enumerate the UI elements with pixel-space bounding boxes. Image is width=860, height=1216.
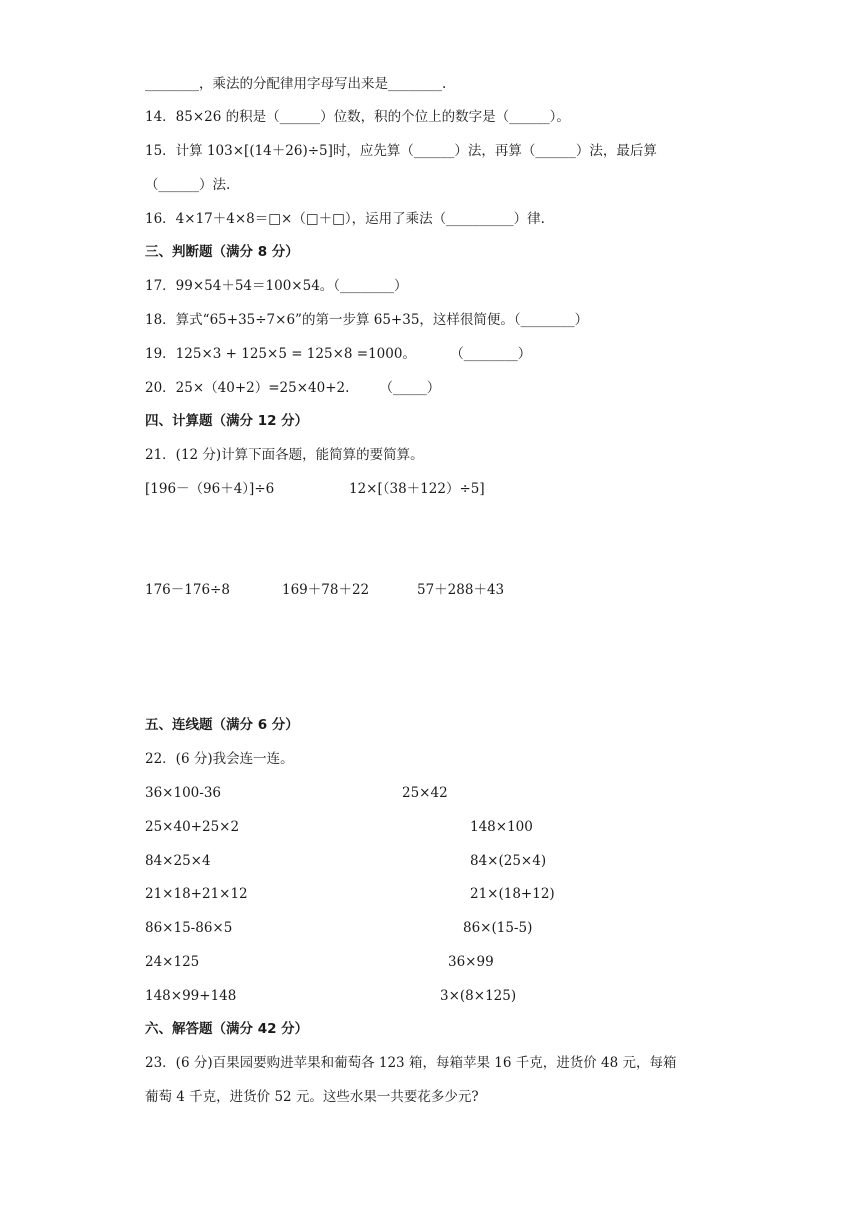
question-23-line-2: 葡萄 4 千克，进货价 52 元。这些水果一共要花多少元? [145,1089,479,1105]
match-right-item: 84×(25×4) [470,853,547,869]
match-right-item: 25×42 [402,785,448,801]
question-15-line-1: 15．计算 103×[(14＋26)÷5]时，应先算（______）法，再算（______）法，最后算 [145,143,657,159]
match-left-item: 21×18+21×12 [145,886,248,902]
match-right-item: 148×100 [470,819,533,835]
calc-expression: 57＋288＋43 [417,582,505,598]
question-21: 21．(12 分)计算下面各题，能简算的要简算。 [145,447,424,463]
calc-expression: 12×[（38＋122）÷5] [349,481,485,497]
calc-expression: 169＋78＋22 [282,582,370,598]
calc-expression: [196－（96＋4）]÷6 [145,481,275,497]
question-13-continuation: ________，乘法的分配律用字母写出来是________. [145,76,447,92]
match-right-item: 86×(15-5) [463,920,533,936]
question-14: 14．85×26 的积是（______）位数，积的个位上的数字是（______）。 [145,109,570,125]
section-heading-word-problems: 六、解答题（满分 42 分） [145,1021,309,1037]
question-16: 16．4×17＋4×8＝□×（□＋□），运用了乘法（__________）律. [145,211,545,227]
question-19: 19．125×3 + 125×5 = 125×8 =1000。 （________） [145,346,532,362]
question-18: 18．算式“65+35÷7×6”的第一步算 65+35，这样很简便。（________） [145,312,589,328]
match-left-item: 24×125 [145,954,200,970]
match-right-item: 36×99 [448,954,494,970]
question-22: 22．(6 分)我会连一连。 [145,751,294,767]
match-left-item: 86×15-86×5 [145,920,233,936]
section-heading-judgment: 三、判断题（满分 8 分） [145,244,299,260]
match-right-item: 21×(18+12) [470,886,555,902]
question-17: 17．99×54＋54＝100×54。（________） [145,278,408,294]
calc-expression: 176－176÷8 [145,582,230,598]
question-23-line-1: 23．(6 分)百果园要购进苹果和葡萄各 123 箱，每箱苹果 16 千克，进货价 48 元，每箱 [145,1055,677,1071]
match-left-item: 36×100-36 [145,785,221,801]
match-left-item: 148×99+148 [145,988,237,1004]
match-left-item: 25×40+25×2 [145,819,240,835]
question-20: 20．25×（40+2）=25×40+2. （_____） [145,380,441,396]
match-left-item: 84×25×4 [145,853,211,869]
question-15-line-2: （______）法. [145,177,231,193]
match-right-item: 3×(8×125) [440,988,517,1004]
section-heading-matching: 五、连线题（满分 6 分） [145,717,299,733]
section-heading-calculation: 四、计算题（满分 12 分） [145,413,309,429]
